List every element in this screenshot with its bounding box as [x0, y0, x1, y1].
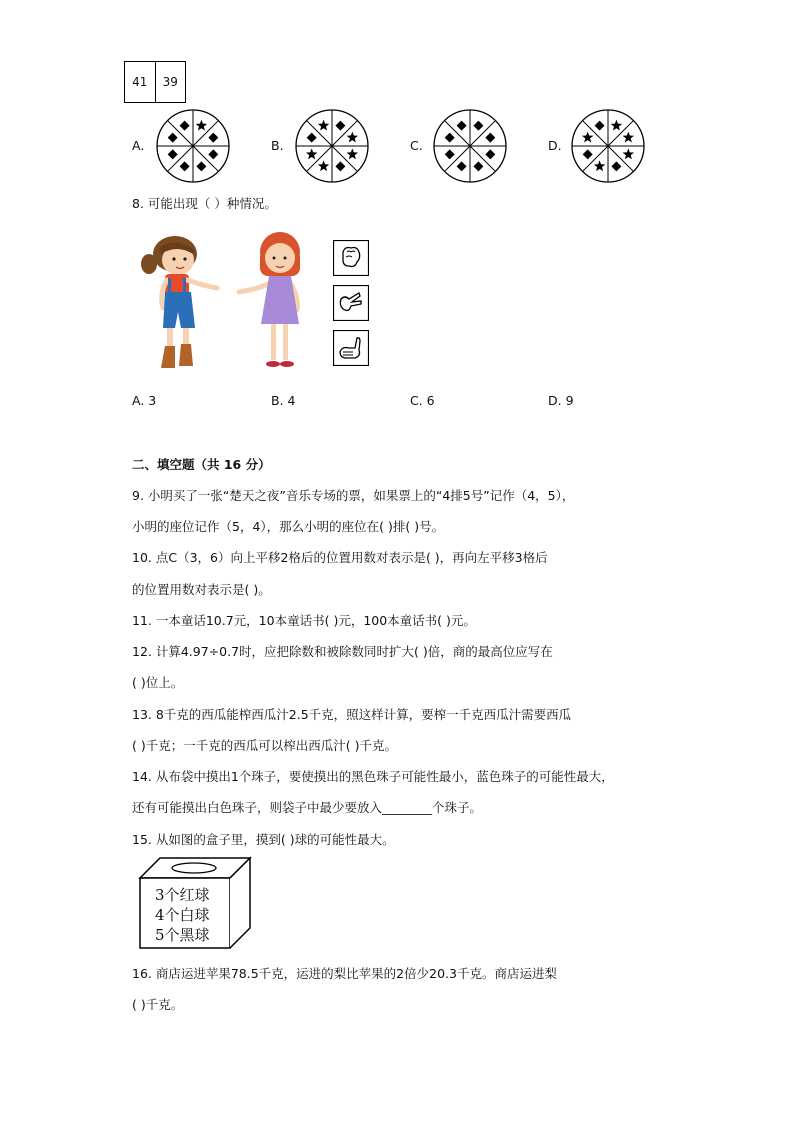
- paper-hand-icon: [333, 330, 369, 366]
- question-line: ( )位上。: [132, 675, 184, 690]
- question-line: 16. 商店运进苹果78.5千克，运进的梨比苹果的2倍少20.3千克。商店运进梨: [132, 966, 557, 981]
- box-label: [155, 885, 210, 945]
- box-line-black: 5个黑球: [155, 926, 210, 944]
- question-line: 小明的座位记作（5，4），那么小明的座位在( )排( )号。: [132, 519, 445, 534]
- option-d: D. 9: [548, 393, 574, 408]
- question-line: 9. 小明买了一张“楚天之夜”音乐专场的票，如果票上的“4排5号”记作（4，5），: [132, 488, 575, 503]
- spinner-wheel-a: [155, 108, 231, 184]
- question-line: 14. 从布袋中摸出1个珠子，要使摸出的黑色珠子可能性最小，蓝色珠子的可能性最大，: [132, 769, 614, 784]
- option-b: B. 4: [271, 393, 296, 408]
- question-line: 还有可能摸出白色珠子，则袋子中最少要放入________个珠子。: [132, 800, 483, 815]
- option-label: D.: [548, 138, 562, 153]
- spinner-wheel-b: [294, 108, 370, 184]
- option-label: B.: [271, 138, 284, 153]
- question-line: 13. 8千克的西瓜能榨西瓜汁2.5千克，照这样计算，要榨一千克西瓜汁需要西瓜: [132, 707, 572, 722]
- question-line: 15. 从如图的盒子里，摸到( )球的可能性最大。: [132, 832, 395, 847]
- scissors-hand-icon: [333, 285, 369, 321]
- question-line: ( )千克。: [132, 997, 184, 1012]
- section-title: 二、填空题（共 16 分）: [132, 457, 271, 472]
- question-line: 的位置用数对表示是( )。: [132, 582, 271, 597]
- number-cell: 39: [155, 62, 186, 102]
- option-label: C.: [410, 138, 423, 153]
- children-illustration: [135, 228, 325, 373]
- number-box: [124, 61, 186, 103]
- question-line: 10. 点C（3，6）向上平移2格后的位置用数对表示是( )，再向左平移3格后: [132, 550, 548, 565]
- option-c: C. 6: [410, 393, 435, 408]
- box-line-white: 4个白球: [155, 906, 210, 924]
- box-line-red: 3个红球: [155, 886, 210, 904]
- girl-right-figure: [239, 232, 300, 367]
- spinner-wheel-d: [570, 108, 646, 184]
- question-8-text: 8. 可能出现（ ）种情况。: [132, 196, 277, 211]
- rock-hand-icon: [333, 240, 369, 276]
- question-line: 12. 计算4.97÷0.7时，应把除数和被除数同时扩大( )倍，商的最高位应写在: [132, 644, 553, 659]
- number-cell: 41: [132, 75, 148, 89]
- spinner-wheel-c: [432, 108, 508, 184]
- option-a: A. 3: [132, 393, 157, 408]
- question-line: ( )千克；一千克的西瓜可以榨出西瓜汁( )千克。: [132, 738, 397, 753]
- girl-left-figure: [141, 236, 217, 368]
- option-label: A.: [132, 138, 145, 153]
- question-line: 11. 一本童话10.7元，10本童话书( )元，100本童话书( )元。: [132, 613, 476, 628]
